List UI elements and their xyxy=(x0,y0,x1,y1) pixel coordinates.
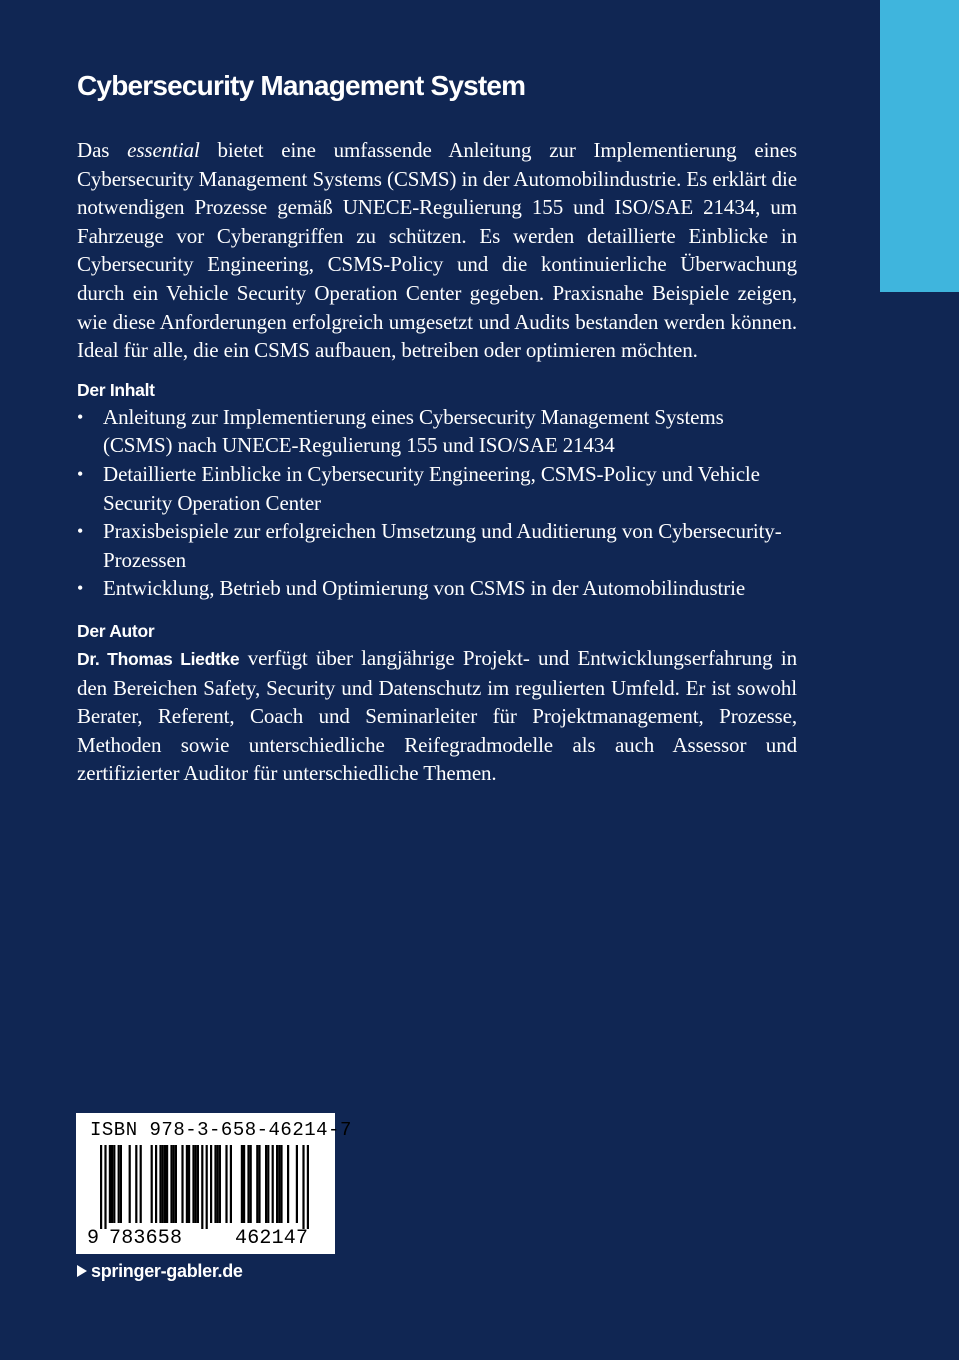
barcode-bar xyxy=(181,1145,183,1223)
description-intro: Das xyxy=(77,138,128,162)
barcode-bar xyxy=(241,1145,243,1223)
barcode-bar xyxy=(192,1145,194,1223)
barcode-bar xyxy=(250,1145,252,1223)
barcode-bar xyxy=(162,1145,164,1223)
barcode-right-digits: 462147 xyxy=(235,1227,309,1250)
back-cover-content xyxy=(77,70,797,788)
barcode-bar xyxy=(151,1145,153,1223)
contents-heading: Der Inhalt xyxy=(77,379,155,400)
isbn-barcode xyxy=(76,1113,352,1254)
barcode-bar xyxy=(302,1145,304,1229)
barcode-bar xyxy=(267,1145,269,1223)
barcode-bar xyxy=(225,1145,227,1223)
barcode-bar xyxy=(120,1145,122,1223)
barcode-lead-digit: 9 xyxy=(87,1227,100,1250)
barcode-bar xyxy=(272,1145,274,1223)
barcode-bar xyxy=(278,1145,280,1223)
author-bio xyxy=(77,644,797,788)
barcode-bar xyxy=(214,1145,216,1223)
contents-item-text: Entwicklung, Betrieb und Optimierung von CSMS in der Automobilindustrie xyxy=(103,576,746,601)
barcode-bar xyxy=(256,1145,258,1223)
author-heading: Der Autor xyxy=(77,620,155,641)
barcode-bar xyxy=(166,1145,168,1223)
barcode-bar xyxy=(164,1145,166,1223)
description-emphasis: essential xyxy=(127,138,200,162)
barcode-bar xyxy=(258,1145,260,1223)
barcode-bar xyxy=(276,1145,278,1223)
barcode-bar xyxy=(201,1145,203,1229)
contents-item-text: Anleitung zur Implementierung eines Cybersecurity Management Systems (CSMS) nach UNECE-Regulierung 155 und ISO/SAE 21434 xyxy=(103,404,724,458)
barcode-bar xyxy=(296,1145,298,1223)
contents-list xyxy=(77,403,797,603)
bullet-icon: • xyxy=(77,463,84,484)
bullet-icon: • xyxy=(77,521,84,542)
barcode-bar xyxy=(230,1145,232,1223)
barcode-bar xyxy=(111,1145,113,1223)
author-bio-text: verfügt über langjährige Projekt- und Entwicklungserfahrung in den Bereichen Safety, Security und Datenschutz im regulierten Umfeld. Er ist sowohl Berater, Referent, Coach und Seminarleiter für Projektmanagement, Prozesse, Methoden sowie unterschiedliche Reifegradmodelle als auch Assessor und zertifizierter Auditor für unterschiedliche Themen. xyxy=(77,645,798,786)
barcode-bar xyxy=(170,1145,172,1223)
barcode-bar xyxy=(307,1145,309,1229)
isbn-label: ISBN 978-3-658-46214-7 xyxy=(90,1119,352,1141)
barcode-bar xyxy=(113,1145,115,1223)
barcode-bar xyxy=(265,1145,267,1223)
bullet-icon: • xyxy=(77,406,84,427)
contents-item-text: Praxisbeispiele zur erfolgreichen Umsetzung und Auditierung von Cybersecurity-Prozessen xyxy=(103,519,782,572)
description-body: bietet eine umfassende Anleitung zur Implementierung eines Cybersecurity Management Systems (CSMS) in der Automobilindustrie. Es erklärt die notwendigen Prozesse gemäß UNECE-Regulierung 155 und ISO/SAE 21434, um Fahrzeuge vor Cyberangriffen zu schützen. Es werden detaillierte Einblicke in Cybersecurity Engineering, CSMS-Policy und die kontinuierliche Überwachung durch ein Vehicle Security Operation Center gegeben. Praxisnahe Beispiele zeigen, wie diese Anforderungen erfolgreich umgesetzt und Audits bestanden werden können. Ideal für alle, die ein CSMS aufbauen, betreiben oder optimieren möchten. xyxy=(77,138,797,363)
barcode-bar xyxy=(104,1145,106,1229)
barcode-bar xyxy=(100,1145,102,1229)
barcode-bar xyxy=(140,1145,142,1223)
barcode-bar xyxy=(287,1145,289,1223)
contents-item xyxy=(77,574,797,603)
book-title: Cybersecurity Management System xyxy=(77,70,526,101)
contents-item-text: Detaillierte Einblicke in Cybersecurity Engineering, CSMS-Policy und Vehicle Security Operation Center xyxy=(103,461,760,515)
barcode-bar xyxy=(135,1145,137,1223)
publisher-url: springer-gabler.de xyxy=(91,1261,243,1281)
barcode-bar xyxy=(197,1145,199,1223)
barcode-bar xyxy=(188,1145,190,1223)
barcode-bar xyxy=(159,1145,161,1223)
barcode-bar xyxy=(175,1145,177,1223)
barcode-bar xyxy=(109,1145,111,1223)
author-name: Dr. Thomas Liedtke xyxy=(77,648,240,669)
contents-item xyxy=(77,403,797,460)
barcode-bar xyxy=(129,1145,131,1223)
barcode-bar xyxy=(155,1145,157,1223)
barcode-bar xyxy=(186,1145,188,1223)
book-description xyxy=(77,136,797,365)
publisher-link[interactable] xyxy=(77,1261,243,1282)
barcode-bar xyxy=(195,1145,197,1223)
barcode-bar xyxy=(280,1145,282,1223)
barcode-bar xyxy=(247,1145,249,1223)
barcode-bar xyxy=(173,1145,175,1223)
barcode-bar xyxy=(243,1145,245,1223)
contents-item xyxy=(77,460,797,517)
arrow-right-icon xyxy=(77,1265,87,1277)
barcode-bar xyxy=(206,1145,208,1229)
barcode-left-digits: 783658 xyxy=(109,1227,183,1250)
barcode-bar xyxy=(210,1145,212,1223)
barcode-bar xyxy=(118,1145,120,1223)
bullet-icon: • xyxy=(77,578,84,599)
contents-item xyxy=(77,517,797,574)
barcode-bars xyxy=(76,1145,335,1229)
cyan-accent-bar xyxy=(880,0,959,292)
barcode-bar xyxy=(217,1145,219,1223)
barcode-bar xyxy=(219,1145,221,1223)
